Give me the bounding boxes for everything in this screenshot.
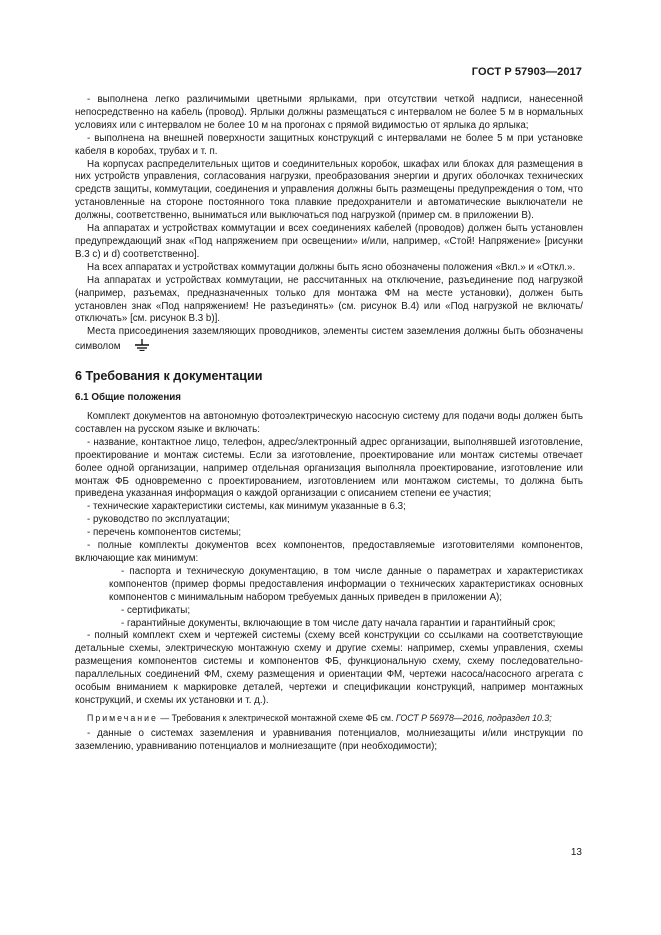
paragraph: - выполнена на внешней поверхности защитных конструкций с интервалами не более 5 м при установке кабеля в коробах, трубах и т. п. (75, 132, 583, 157)
page-number: 13 (570, 847, 582, 858)
paragraph: На корпусах распределительных щитов и соединительных коробок, шкафах или блоках для размещения в них устройств управления, согласования нагрузки, преобразования энергии и других оболочках технических средств защиты, коммутации, соединения и управления должны быть размещены предупреждения о том, что установленные на стороне постоянного тока плавкие предохранители и автоматические выключатели не должны, соответственно, выниматься или выключаться под нагрузкой (пример см. в приложении В). (75, 158, 583, 222)
note-reference: ГОСТ Р 56978—2016, подраздел 10.3; (395, 712, 552, 723)
list-item: - полный комплект схем и чертежей системы (схему всей конструкции со ссылками на соответствующие детальные схемы, электрическую монтажную схему и другие схемы: например, схемы управления, схемы размещения компонентов системы и компонентов ФБ, функциональную схему, схему последовательно-параллельных соединений ФМ, схему размещения и ориентации ФМ, чертежи насоса/насосного агрегата с особым вниманием к маркировке деталей, чертежи и спецификации конструкций, например монтажных конструкций, и схемы их установки и т. д.). (75, 630, 583, 706)
standard-header: ГОСТ Р 57903—2017 (471, 66, 582, 78)
paragraph: Комплект документов на автономную фотоэлектрическую насосную систему для подачи воды должен быть составлен на русском языке и включать: (75, 411, 583, 435)
note-text: — Требования к электрической монтажной схеме ФБ см. (160, 712, 394, 723)
sub-list-item: - сертификаты; (121, 604, 191, 616)
list-item: - данные о системах заземления и уравнивания потенциалов, молниезащиты и/или инструкции по заземлению, уравниванию потенциалов и молниезащите (при необходимости); (75, 727, 583, 752)
paragraph: - выполнена легко различимыми цветными ярлыками, при отсутствии четкой надписи, нанесенной непосредственно на кабель (провод). Ярлыки должны размещаться с интервалом не более 5 м в нормальных условиях или с интервалом не более 10 м на прогонах с прямой видимостью от ярлыка до ярлыка; (75, 94, 583, 131)
note (75, 712, 583, 724)
list-item: - полные комплекты документов всех компонентов, предоставляемые изготовителями компонентов, включающие как минимум: (75, 540, 583, 564)
list-item: - перечень компонентов системы; (87, 527, 242, 539)
paragraph: На аппаратах и устройствах коммутации, не рассчитанных на отключение, разъединение под нагрузкой (например, разъемах, предназначенных только для монтажа ФМ на месте установки), должен быть установлен знак «Под напряжением! Не разъединять» (см. рисунок В.4) или «Под нагрузкой не включать/отключать» [см. рисунок В.3 b)]. (75, 274, 583, 325)
paragraph-text: Места присоединения заземляющих проводников, элементы систем заземления должны быть обозначены символом (75, 326, 583, 353)
paragraph-ground-symbol (75, 326, 583, 356)
list-item: - название, контактное лицо, телефон, адрес/электронный адрес организации, выполнявшей изготовление, проектирование и монтаж системы. Если за изготовление, проектирование или монтаж системы отвечает более одной организации, например отдельная организация выполняла проектирование, изготовление или монтаж ФБ одновременно с проектированием, изготовлением или монтажом системы, то должна быть приведена указанная информация о каждой организации с описанием степени ее участия; (75, 436, 583, 500)
document-body (75, 94, 583, 754)
list-item: - руководство по эксплуатации; (87, 514, 230, 526)
paragraph: На всех аппаратах и устройствах коммутации должны быть ясно обозначены положения «Вкл.» и «Откл.». (87, 261, 576, 273)
section-title: 6 Требования к документации (75, 369, 263, 384)
note-label: Примечание (87, 712, 158, 723)
subsection-title: 6.1 Общие положения (75, 392, 182, 404)
sub-list-item: - паспорта и техническую документацию, в том числе данные о параметрах и характеристиках компонентов (пример формы предоставления информации о технических характеристиках основных компонентов с минимальным набором требуемых данных приведен в приложении А); (109, 565, 583, 603)
list-item: - технические характеристики системы, как минимум указанные в 6.3; (87, 501, 406, 513)
sub-list-item: - гарантийные документы, включающие в том числе дату начала гарантии и гарантийный срок; (121, 617, 556, 629)
paragraph: На аппаратах и устройствах коммутации и всех соединениях кабелей (проводов) должен быть установлен предупреждающий знак «Под напряжением при освещении» и/или, например, «Стой! Напряжение» [рисунки В.3 c) и d) соответственно]. (75, 223, 583, 260)
ground-icon (122, 339, 150, 356)
